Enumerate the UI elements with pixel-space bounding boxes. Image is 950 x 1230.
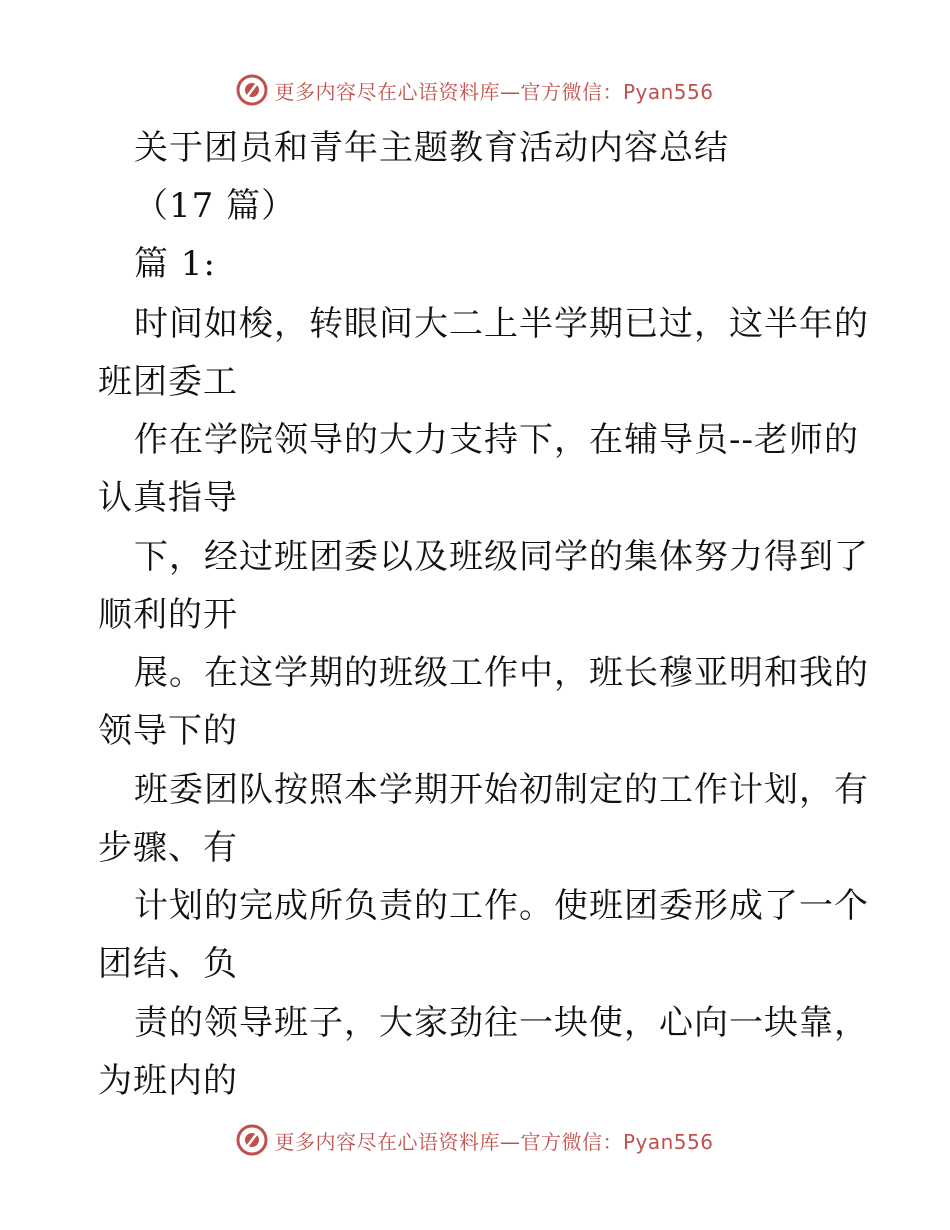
paragraph-line: 为班内的 — [98, 1061, 238, 1101]
red-circular-logo-icon — [236, 74, 268, 106]
paragraph-line: 认真指导 — [98, 478, 238, 518]
header-banner-text: 更多内容尽在心语资料库—官方微信：Pyan556 — [274, 79, 714, 104]
paragraph-line: 班团委工 — [98, 362, 238, 402]
section-heading: 篇 1: — [134, 244, 216, 284]
paragraph-line: 计划的完成所负责的工作。使班团委形成了一个 — [134, 886, 869, 926]
footer-banner — [0, 1120, 950, 1160]
document-title-line-2: （17 篇） — [134, 186, 297, 226]
header-banner — [0, 70, 950, 110]
paragraph-line: 顺利的开 — [98, 595, 238, 635]
document-title-line-1: 关于团员和青年主题教育活动内容总结 — [134, 128, 729, 168]
paragraph-line: 展。在这学期的班级工作中，班长穆亚明和我的 — [134, 653, 869, 693]
paragraph-line: 作在学院领导的大力支持下，在辅导员--老师的 — [134, 420, 859, 460]
footer-banner-text: 更多内容尽在心语资料库—官方微信：Pyan556 — [274, 1129, 714, 1154]
red-circular-logo-icon — [236, 1124, 268, 1156]
paragraph-line: 下，经过班团委以及班级同学的集体努力得到了 — [134, 537, 869, 577]
paragraph-line: 班委团队按照本学期开始初制定的工作计划，有 — [134, 770, 869, 810]
paragraph-line: 时间如梭，转眼间大二上半学期已过，这半年的 — [134, 304, 869, 344]
paragraph-line: 领导下的 — [98, 711, 238, 751]
paragraph-line: 责的领导班子，大家劲往一块使，心向一块靠， — [134, 1003, 869, 1043]
paragraph-line: 步骤、有 — [98, 828, 238, 868]
paragraph-line: 团结、负 — [98, 944, 238, 984]
